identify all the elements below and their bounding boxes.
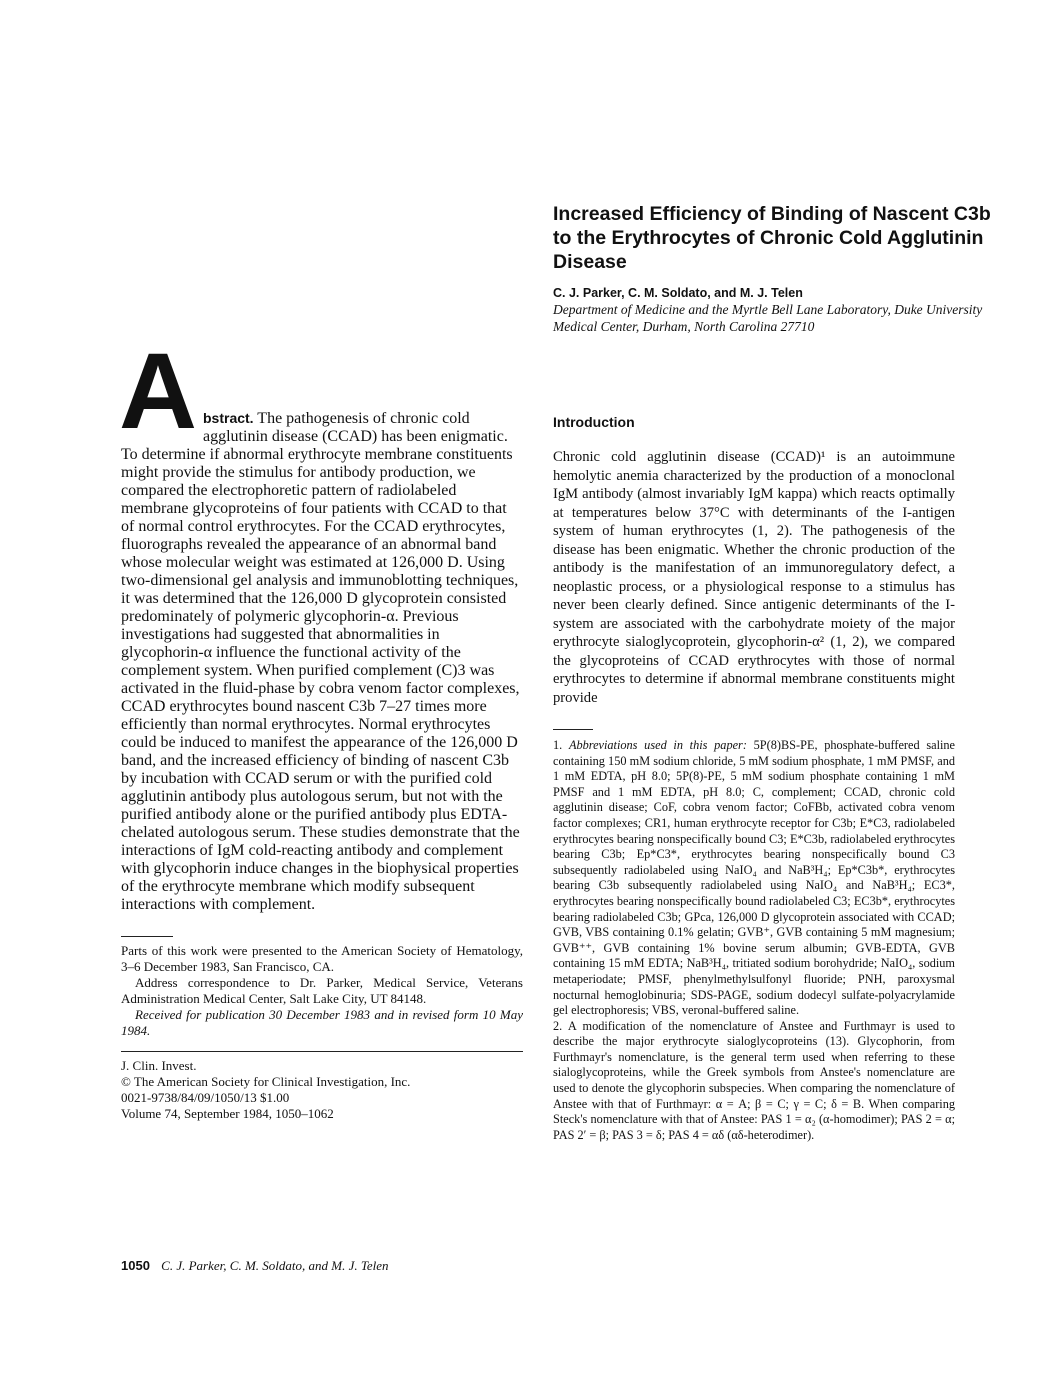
introduction-heading: Introduction (553, 414, 635, 430)
footnote-1 (553, 738, 955, 1019)
presentation-note: Parts of this work were presented to the American Society of Hematology, 3–6 December 1983, San Francisco, CA. (121, 943, 523, 974)
footnote-divider (553, 729, 593, 730)
page-footer (121, 1258, 389, 1274)
copyright: © The American Society for Clinical Investigation, Inc. (121, 1074, 411, 1089)
footnote-2: 2. A modification of the nomenclature of Anstee and Furthmayr is used to describe the major erythrocyte sialoglycoproteins (13). Glycophorin, from Furthmayr's nomenclature, is the general term used when referring to these sialoglycoproteins, while the Greek symbols from Anstee's nomenclature are used to denote the glycophorin subspecies. When comparing the nomenclature of Anstee with that of Furthmayr: α = A; β = C; γ = C; δ = B. When comparing Steck's nomenclature with that of Anstee: PAS 1 = α₂ (α-homodimer); PAS 2 = α; PAS 2′ = β; PAS 3 = δ; PAS 4 = αδ (αδ-heterodimer). (553, 1018, 955, 1142)
issn-price: 0021-9738/84/09/1050/13 $1.00 (121, 1090, 290, 1105)
correspondence-note: Address correspondence to Dr. Parker, Medical Service, Veterans Administration Medical Center, Salt Lake City, UT 84148. (121, 975, 523, 1006)
abstract-dropcap: A (119, 330, 197, 451)
notes-divider (121, 936, 173, 937)
footnote-1-label: Abbreviations used in this paper: (568, 738, 747, 752)
received-note: Received for publication 30 December 1983 and in revised form 10 May 1984. (121, 1007, 523, 1038)
left-column (119, 330, 523, 1122)
volume-info: Volume 74, September 1984, 1050–1062 (121, 1106, 334, 1121)
title-block (553, 202, 1013, 335)
article-title: Increased Efficiency of Binding of Nascent C3b to the Erythrocytes of Chronic Cold Agglutinin Disease (553, 203, 991, 273)
abstract-heading: bstract. (203, 410, 254, 426)
journal-name: J. Clin. Invest. (121, 1058, 197, 1073)
introduction-text: Chronic cold agglutinin disease (CCAD)¹ is an autoimmune hemolytic anemia characterized by the production of a monoclonal IgM antibody (almost invariably IgM kappa) which reacts optimally at temperatures below 37°C with determinants of the I-antigen system of human erythrocytes (1, 2). The pathogenesis of the disease has been enigmatic. Whether the chronic production of the antibody is the manifestation of an immunoregulatory defect, a neoplastic process, or a physiological response to a stimulus has never been clearly defined. Since antigenic determinants of the I-system are associated with the carbohydrate moiety of the major erythrocyte sialoglycoprotein, glycophorin-α² (1, 2), we compared the glycoproteins of CCAD erythrocytes with those of normal erythrocytes to determine if abnormal membrane constituents might provide (553, 449, 955, 706)
right-column (553, 414, 955, 1143)
page-number: 1050 (121, 1258, 150, 1273)
abstract-text: The pathogenesis of chronic cold agglutinin disease (CCAD) has been enigmatic. To determine if abnormal erythrocyte membrane constituents might provide the stimulus for antibody production, we compared the electrophoretic pattern of radiolabeled membrane glycoproteins of four patients with CCAD to that of normal control erythrocytes. For the CCAD erythrocytes, fluorographs revealed the appearance of an abnormal band whose molecular weight was estimated at 126,000 D. Using two-dimensional gel analysis and immunoblotting techniques, it was determined that the 126,000 D glycoprotein consisted predominately of polymeric glycophorin-α. Previous investigations had suggested that abnormalities in glycophorin-α influence the functional activity of the complement system. When purified complement (C)3 was activated in the fluid-phase by cobra venom factor complexes, CCAD erythrocytes bound nascent C3b 7–27 times more efficiently than normal erythrocytes. Normal erythrocytes could be induced to manifest the appearance of the 126,000 D band, and the increased efficiency of binding of nascent C3b by incubation with CCAD serum or with the purified cold agglutinin antibody plus autologous serum, but not with the purified antibody alone or the purified antibody plus EDTA-chelated autologous serum. These studies demonstrate that the interactions of IgM cold-reacting antibody and complement with glycophorin induce changes in the biophysical properties of the erythrocyte membrane which modify subsequent interactions with complement. (121, 410, 520, 913)
author-list: C. J. Parker, C. M. Soldato, and M. J. Telen (553, 286, 803, 300)
footnote-1-body: 5P(8)BS-PE, phosphate-buffered saline containing 150 mM sodium chloride, 5 mM sodium phosphate, 1 mM PMSF, and 1 mM EDTA, pH 8.0; 5P(8)-PE, 5 mM sodium phosphate containing 1 mM PMSF and 1 mM EDTA, pH 8.0; C, complement; CCAD, chronic cold agglutinin disease; CoF, cobra venom factor; CoFBb, activated cobra venom factor complexes; CR1, human erythrocyte receptor for C3b; E*C3, radiolabeled erythrocytes bearing nonspecifically bound C3; E*C3b, radiolabeled erythrocytes bearing C3b; Ep*C3*, erythrocytes bearing nonspecifically bound C3 subsequently radiolabeled using NaIO₄ and NaB³H₄; Ep*C3b*, erythrocytes bearing C3b subsequently radiolabeled using NaIO₄ and NaB³H₄; EC3*, erythrocytes bearing nonspecifically bound radiolabeled C3; EC3b*, erythrocytes bearing radiolabeled C3b; GPca, 126,000 D glycoprotein associated with CCAD; GVB, VBS containing 0.1% gelatin; GVB⁺, GVB containing 5 mM magnesium; GVB⁺⁺, GVB containing 1% bovine serum albumin; GVB-EDTA, GVB containing 15 mM EDTA; NaB³H₄, tritiated sodium borohydride; NaIO₄, sodium metaperiodate; PMSF, phenylmethylsulfonyl fluoride; PNH, paroxysmal nocturnal hemoglobinuria; SDS-PAGE, sodium dodecyl sulfate-polyacrylamide gel electrophoresis; VBS, veronal-buffered saline. (553, 738, 956, 1018)
journal-divider (121, 1051, 523, 1052)
affiliation: Department of Medicine and the Myrtle Bell Lane Laboratory, Duke University Medical Center, Durham, North Carolina 27710 (553, 302, 983, 334)
running-authors: C. J. Parker, C. M. Soldato, and M. J. Telen (161, 1258, 389, 1273)
footnote-1-number: 1. (553, 738, 569, 752)
